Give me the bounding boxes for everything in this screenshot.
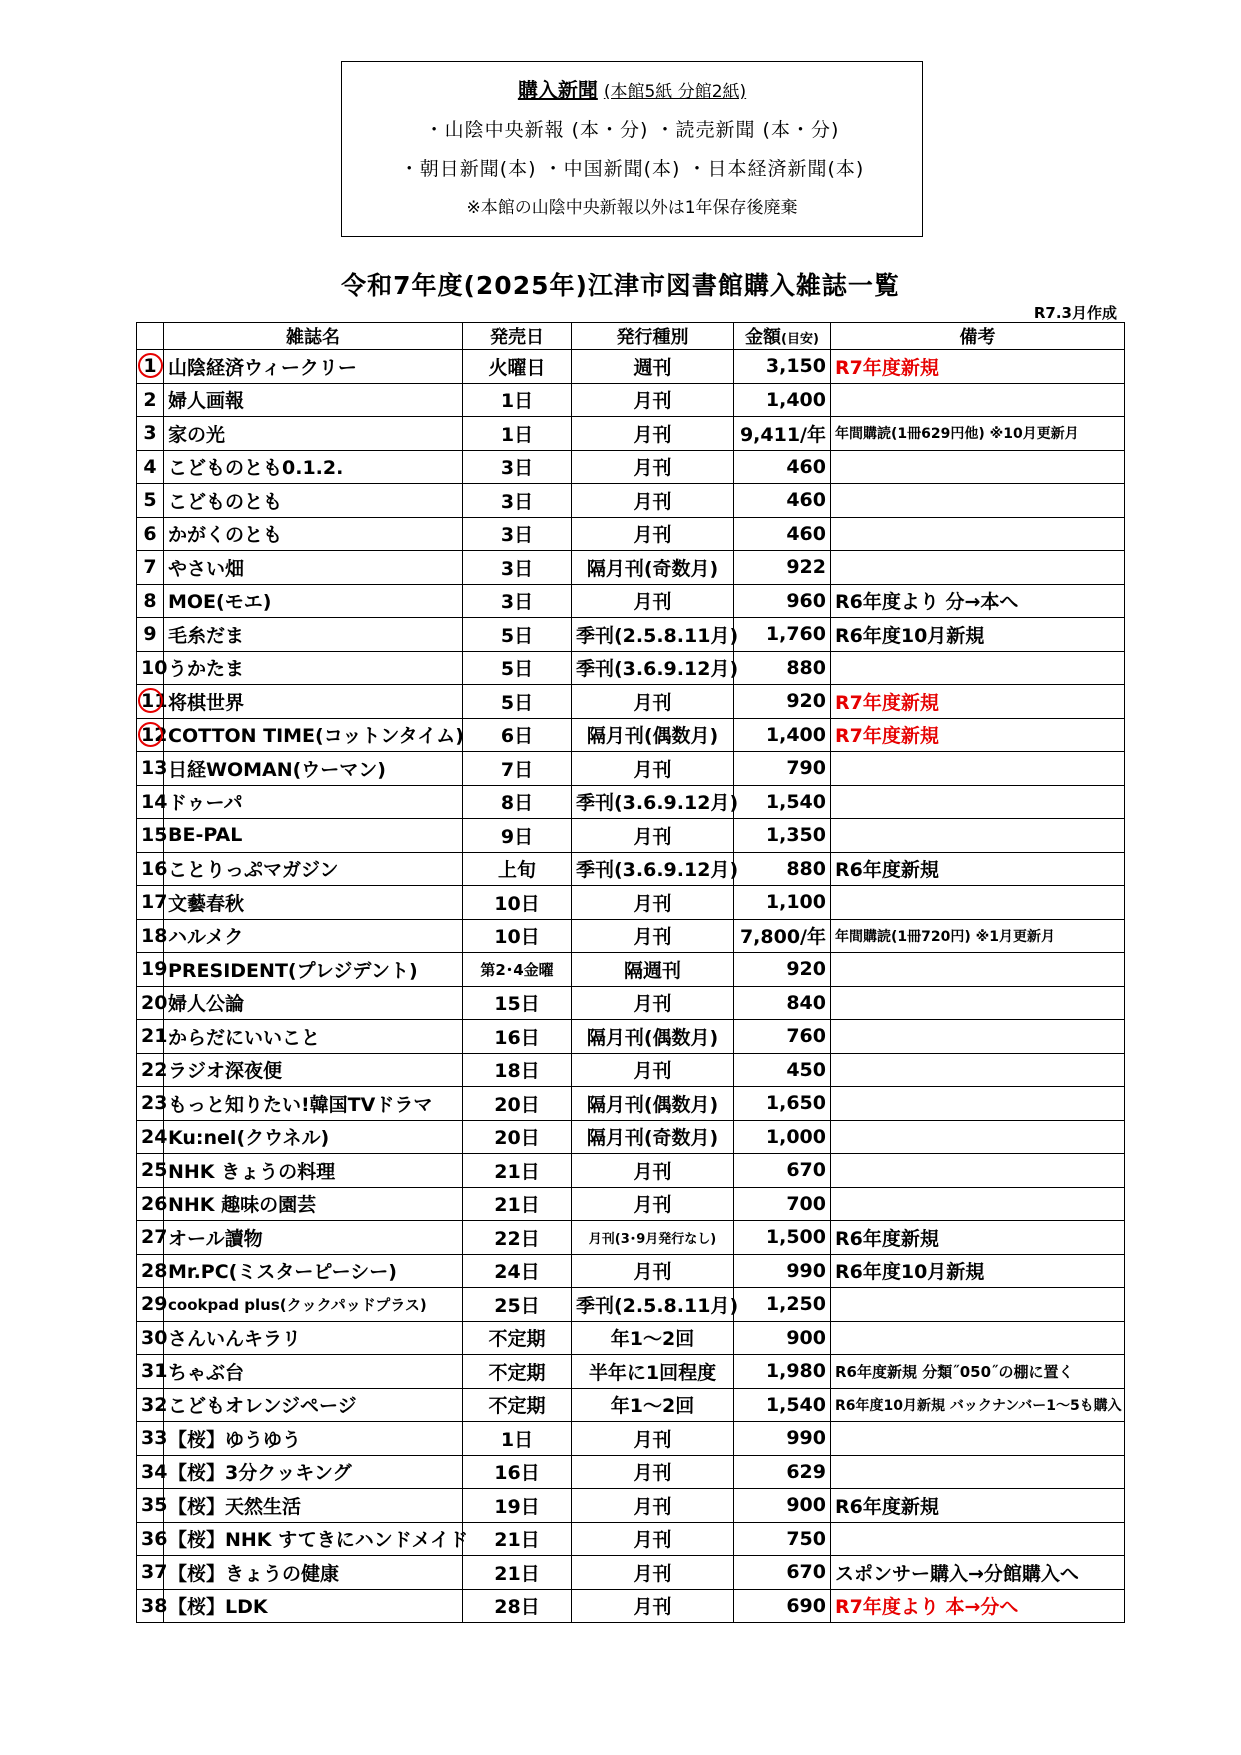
release-day: 5日 xyxy=(463,651,572,685)
newspapers-line-1: ・山陰中央新報 (本・分) ・読売新聞 (本・分) xyxy=(424,119,840,141)
table-row xyxy=(137,953,1125,987)
release-day: 6日 xyxy=(463,718,572,752)
row-number: 2 xyxy=(137,383,164,417)
release-day: 21日 xyxy=(463,1522,572,1556)
price: 670 xyxy=(734,1556,831,1590)
row-number: 32 xyxy=(137,1388,164,1422)
row-number: 27 xyxy=(137,1221,164,1255)
new-item-circle-mark xyxy=(138,353,163,378)
price: 840 xyxy=(734,986,831,1020)
table-row xyxy=(137,651,1125,685)
table-row xyxy=(137,551,1125,585)
remarks: R6年度新規 xyxy=(831,1489,1125,1523)
purchased-newspapers-box xyxy=(341,61,923,237)
price: 670 xyxy=(734,1154,831,1188)
remarks xyxy=(831,785,1125,819)
table-row xyxy=(137,450,1125,484)
price: 460 xyxy=(734,517,831,551)
issue-type: 月刊 xyxy=(572,383,734,417)
release-day: 19日 xyxy=(463,1489,572,1523)
release-day: 8日 xyxy=(463,785,572,819)
price: 1,500 xyxy=(734,1221,831,1255)
new-item-circle-mark xyxy=(138,688,163,713)
magazine-name: ラジオ深夜便 xyxy=(164,1053,463,1087)
issue-type: 月刊 xyxy=(572,484,734,518)
issue-type: 月刊 xyxy=(572,685,734,719)
issue-type: 月刊 xyxy=(572,417,734,451)
release-day: 火曜日 xyxy=(463,350,572,384)
issue-type: 月刊 xyxy=(572,1489,734,1523)
magazine-name: PRESIDENT(プレジデント) xyxy=(164,953,463,987)
release-day: 24日 xyxy=(463,1254,572,1288)
row-number: 16 xyxy=(137,852,164,886)
remarks xyxy=(831,752,1125,786)
price: 750 xyxy=(734,1522,831,1556)
release-day: 20日 xyxy=(463,1120,572,1154)
price: 880 xyxy=(734,651,831,685)
row-number: 37 xyxy=(137,1556,164,1590)
price: 1,400 xyxy=(734,718,831,752)
table-row xyxy=(137,517,1125,551)
table-row xyxy=(137,1020,1125,1054)
remarks xyxy=(831,1455,1125,1489)
release-day: 18日 xyxy=(463,1053,572,1087)
release-day: 第2･4金曜 xyxy=(463,953,572,987)
magazine-name: 婦人画報 xyxy=(164,383,463,417)
release-day: 28日 xyxy=(463,1589,572,1623)
magazine-name: 将棋世界 xyxy=(164,685,463,719)
price: 460 xyxy=(734,484,831,518)
release-day: 3日 xyxy=(463,551,572,585)
price: 7,800/年 xyxy=(734,919,831,953)
issue-type: 季刊(2.5.8.11月) xyxy=(572,1288,734,1322)
magazine-name: 文藝春秋 xyxy=(164,886,463,920)
newspapers-note: ※本館の山陰中央新報以外は1年保存後廃棄 xyxy=(466,198,798,218)
price: 922 xyxy=(734,551,831,585)
price: 700 xyxy=(734,1187,831,1221)
remarks: R6年度10月新規 xyxy=(831,1254,1125,1288)
header-kind: 発行種別 xyxy=(572,323,734,350)
release-day: 3日 xyxy=(463,484,572,518)
table-row xyxy=(137,1154,1125,1188)
issue-type: 月刊(3･9月発行なし) xyxy=(572,1221,734,1255)
new-item-circle-mark xyxy=(138,722,163,747)
release-day: 不定期 xyxy=(463,1388,572,1422)
table-row xyxy=(137,1053,1125,1087)
table-row xyxy=(137,417,1125,451)
header-price xyxy=(734,323,831,350)
release-day: 5日 xyxy=(463,618,572,652)
release-day: 9日 xyxy=(463,819,572,853)
issue-type: 季刊(3.6.9.12月) xyxy=(572,651,734,685)
row-number: 24 xyxy=(137,1120,164,1154)
release-day: 3日 xyxy=(463,584,572,618)
table-row xyxy=(137,1288,1125,1322)
issue-type: 月刊 xyxy=(572,919,734,953)
row-number: 22 xyxy=(137,1053,164,1087)
magazine-name: 【桜】NHK すてきにハンドメイド xyxy=(164,1522,463,1556)
issue-type: 半年に1回程度 xyxy=(572,1355,734,1389)
magazine-name: こどものとも0.1.2. xyxy=(164,450,463,484)
price: 450 xyxy=(734,1053,831,1087)
header-note: 備考 xyxy=(831,323,1125,350)
magazine-name: 【桜】3分クッキング xyxy=(164,1455,463,1489)
remarks xyxy=(831,1020,1125,1054)
row-number: 36 xyxy=(137,1522,164,1556)
remarks: R6年度新規 xyxy=(831,1221,1125,1255)
magazine-name: こどものとも xyxy=(164,484,463,518)
magazine-name: NHK きょうの料理 xyxy=(164,1154,463,1188)
table-row xyxy=(137,986,1125,1020)
table-row xyxy=(137,852,1125,886)
issue-type: 週刊 xyxy=(572,350,734,384)
remarks xyxy=(831,1120,1125,1154)
row-number: 29 xyxy=(137,1288,164,1322)
remarks: R6年度10月新規 xyxy=(831,618,1125,652)
created-date: R7.3月作成 xyxy=(1033,304,1117,322)
row-number: 30 xyxy=(137,1321,164,1355)
price: 1,000 xyxy=(734,1120,831,1154)
remarks xyxy=(831,886,1125,920)
magazine-name: 【桜】天然生活 xyxy=(164,1489,463,1523)
row-number: 12 xyxy=(137,718,164,752)
remarks xyxy=(831,1053,1125,1087)
row-number: 7 xyxy=(137,551,164,585)
issue-type: 隔月刊(偶数月) xyxy=(572,718,734,752)
remarks: R7年度新規 xyxy=(831,718,1125,752)
issue-type: 月刊 xyxy=(572,819,734,853)
issue-type: 隔月刊(偶数月) xyxy=(572,1087,734,1121)
remarks: R6年度より 分→本へ xyxy=(831,584,1125,618)
row-number: 38 xyxy=(137,1589,164,1623)
price: 1,100 xyxy=(734,886,831,920)
magazine-name: COTTON TIME(コットンタイム) xyxy=(164,718,463,752)
table-row xyxy=(137,1355,1125,1389)
price: 1,760 xyxy=(734,618,831,652)
row-number: 3 xyxy=(137,417,164,451)
release-day: 1日 xyxy=(463,383,572,417)
newspapers-heading xyxy=(342,74,922,103)
release-day: 15日 xyxy=(463,986,572,1020)
row-number: 34 xyxy=(137,1455,164,1489)
row-number: 10 xyxy=(137,651,164,685)
table-row xyxy=(137,618,1125,652)
magazine-name: ドゥーパ xyxy=(164,785,463,819)
magazine-name: からだにいいこと xyxy=(164,1020,463,1054)
price: 9,411/年 xyxy=(734,417,831,451)
table-row xyxy=(137,1221,1125,1255)
table-row xyxy=(137,1087,1125,1121)
release-day: 不定期 xyxy=(463,1321,572,1355)
magazine-name: ちゃぶ台 xyxy=(164,1355,463,1389)
issue-type: 月刊 xyxy=(572,1522,734,1556)
newspapers-subtitle: (本館5紙 分館2紙) xyxy=(603,82,747,102)
release-day: 10日 xyxy=(463,919,572,953)
row-number: 25 xyxy=(137,1154,164,1188)
row-number: 31 xyxy=(137,1355,164,1389)
remarks: R7年度より 本→分へ xyxy=(831,1589,1125,1623)
remarks xyxy=(831,517,1125,551)
table-row xyxy=(137,752,1125,786)
release-day: 20日 xyxy=(463,1087,572,1121)
release-day: 3日 xyxy=(463,450,572,484)
table-row xyxy=(137,718,1125,752)
magazine-name: ハルメク xyxy=(164,919,463,953)
remarks xyxy=(831,651,1125,685)
magazine-name: NHK 趣味の園芸 xyxy=(164,1187,463,1221)
table-row xyxy=(137,785,1125,819)
issue-type: 月刊 xyxy=(572,1254,734,1288)
price: 1,980 xyxy=(734,1355,831,1389)
release-day: 21日 xyxy=(463,1154,572,1188)
price: 629 xyxy=(734,1455,831,1489)
issue-type: 月刊 xyxy=(572,450,734,484)
remarks xyxy=(831,1321,1125,1355)
release-day: 不定期 xyxy=(463,1355,572,1389)
row-number: 18 xyxy=(137,919,164,953)
release-day: 16日 xyxy=(463,1455,572,1489)
price: 960 xyxy=(734,584,831,618)
issue-type: 月刊 xyxy=(572,517,734,551)
price: 1,540 xyxy=(734,1388,831,1422)
issue-type: 隔週刊 xyxy=(572,953,734,987)
issue-type: 季刊(2.5.8.11月) xyxy=(572,618,734,652)
remarks xyxy=(831,1422,1125,1456)
issue-type: 月刊 xyxy=(572,1556,734,1590)
table-row xyxy=(137,1556,1125,1590)
table-row xyxy=(137,919,1125,953)
remarks: R7年度新規 xyxy=(831,350,1125,384)
header-day: 発売日 xyxy=(463,323,572,350)
row-number: 5 xyxy=(137,484,164,518)
row-number: 15 xyxy=(137,819,164,853)
remarks: R7年度新規 xyxy=(831,685,1125,719)
price: 460 xyxy=(734,450,831,484)
price: 1,650 xyxy=(734,1087,831,1121)
page-title: 令和7年度(2025年)江津市図書館購入雑誌一覧 xyxy=(341,271,900,300)
price: 1,250 xyxy=(734,1288,831,1322)
issue-type: 月刊 xyxy=(572,886,734,920)
table-row xyxy=(137,886,1125,920)
magazine-name: 【桜】ゆうゆう xyxy=(164,1422,463,1456)
row-number: 23 xyxy=(137,1087,164,1121)
table-row xyxy=(137,1489,1125,1523)
magazine-name: MOE(モエ) xyxy=(164,584,463,618)
row-number: 6 xyxy=(137,517,164,551)
row-number: 8 xyxy=(137,584,164,618)
price: 990 xyxy=(734,1254,831,1288)
magazine-name: オール讀物 xyxy=(164,1221,463,1255)
row-number: 4 xyxy=(137,450,164,484)
magazine-name: さんいんキラリ xyxy=(164,1321,463,1355)
price: 760 xyxy=(734,1020,831,1054)
issue-type: 月刊 xyxy=(572,1154,734,1188)
issue-type: 隔月刊(偶数月) xyxy=(572,1020,734,1054)
release-day: 上旬 xyxy=(463,852,572,886)
release-day: 22日 xyxy=(463,1221,572,1255)
magazine-name: Ku:nel(クウネル) xyxy=(164,1120,463,1154)
magazine-name: 【桜】きょうの健康 xyxy=(164,1556,463,1590)
release-day: 3日 xyxy=(463,517,572,551)
remarks xyxy=(831,953,1125,987)
remarks xyxy=(831,484,1125,518)
release-day: 21日 xyxy=(463,1556,572,1590)
magazine-name: やさい畑 xyxy=(164,551,463,585)
table-row xyxy=(137,1388,1125,1422)
issue-type: 年1～2回 xyxy=(572,1388,734,1422)
row-number: 17 xyxy=(137,886,164,920)
issue-type: 季刊(3.6.9.12月) xyxy=(572,785,734,819)
price: 920 xyxy=(734,685,831,719)
magazine-table xyxy=(136,322,1125,1623)
table-row xyxy=(137,350,1125,384)
issue-type: 月刊 xyxy=(572,1053,734,1087)
remarks xyxy=(831,1154,1125,1188)
table-header-row xyxy=(137,323,1125,350)
magazine-name: cookpad plus(クックパッドプラス) xyxy=(164,1288,463,1322)
header-no xyxy=(137,323,164,350)
row-number: 26 xyxy=(137,1187,164,1221)
table-row xyxy=(137,1187,1125,1221)
price: 920 xyxy=(734,953,831,987)
price: 900 xyxy=(734,1489,831,1523)
table-row xyxy=(137,1321,1125,1355)
table-row xyxy=(137,584,1125,618)
remarks xyxy=(831,450,1125,484)
price: 3,150 xyxy=(734,350,831,384)
issue-type: 月刊 xyxy=(572,1455,734,1489)
issue-type: 月刊 xyxy=(572,1187,734,1221)
row-number: 33 xyxy=(137,1422,164,1456)
price: 900 xyxy=(734,1321,831,1355)
magazine-name: 毛糸だま xyxy=(164,618,463,652)
magazine-name: 【桜】LDK xyxy=(164,1589,463,1623)
row-number: 1 xyxy=(137,350,164,384)
table-row xyxy=(137,819,1125,853)
release-day: 1日 xyxy=(463,417,572,451)
remarks: 年間購読(1冊720円) ※1月更新月 xyxy=(831,919,1125,953)
table-row xyxy=(137,1120,1125,1154)
issue-type: 月刊 xyxy=(572,986,734,1020)
price: 690 xyxy=(734,1589,831,1623)
magazine-name: もっと知りたい!韓国TVドラマ xyxy=(164,1087,463,1121)
remarks xyxy=(831,986,1125,1020)
remarks xyxy=(831,1288,1125,1322)
issue-type: 月刊 xyxy=(572,1422,734,1456)
release-day: 16日 xyxy=(463,1020,572,1054)
remarks: R6年度10月新規 バックナンバー1～5も購入 xyxy=(831,1388,1125,1422)
table-row xyxy=(137,1254,1125,1288)
remarks: スポンサー購入→分館購入へ xyxy=(831,1556,1125,1590)
release-day: 5日 xyxy=(463,685,572,719)
remarks xyxy=(831,383,1125,417)
magazine-name: うかたま xyxy=(164,651,463,685)
release-day: 21日 xyxy=(463,1187,572,1221)
table-row xyxy=(137,1422,1125,1456)
price: 990 xyxy=(734,1422,831,1456)
magazine-name: こどもオレンジページ xyxy=(164,1388,463,1422)
issue-type: 年1～2回 xyxy=(572,1321,734,1355)
newspapers-title: 購入新聞 xyxy=(517,78,598,102)
magazine-name: ことりっぷマガジン xyxy=(164,852,463,886)
magazine-name: 婦人公論 xyxy=(164,986,463,1020)
issue-type: 隔月刊(奇数月) xyxy=(572,1120,734,1154)
row-number: 20 xyxy=(137,986,164,1020)
row-number: 14 xyxy=(137,785,164,819)
remarks xyxy=(831,819,1125,853)
row-number: 21 xyxy=(137,1020,164,1054)
price: 790 xyxy=(734,752,831,786)
magazine-name: Mr.PC(ミスターピーシー) xyxy=(164,1254,463,1288)
magazine-name: BE-PAL xyxy=(164,819,463,853)
table-row xyxy=(137,685,1125,719)
row-number: 28 xyxy=(137,1254,164,1288)
price: 1,400 xyxy=(734,383,831,417)
table-row xyxy=(137,1522,1125,1556)
magazine-name: 山陰経済ウィークリー xyxy=(164,350,463,384)
row-number: 13 xyxy=(137,752,164,786)
remarks xyxy=(831,1187,1125,1221)
remarks xyxy=(831,1522,1125,1556)
issue-type: 月刊 xyxy=(572,1589,734,1623)
magazine-name: かがくのとも xyxy=(164,517,463,551)
header-price-note: (目安) xyxy=(781,332,819,347)
header-name: 雑誌名 xyxy=(164,323,463,350)
remarks: 年間購読(1冊629円他) ※10月更新月 xyxy=(831,417,1125,451)
price: 1,540 xyxy=(734,785,831,819)
release-day: 25日 xyxy=(463,1288,572,1322)
newspapers-line-2: ・朝日新聞(本) ・中国新聞(本) ・日本経済新聞(本) xyxy=(399,158,865,180)
magazine-name: 日経WOMAN(ウーマン) xyxy=(164,752,463,786)
magazine-name: 家の光 xyxy=(164,417,463,451)
table-row xyxy=(137,383,1125,417)
row-number: 35 xyxy=(137,1489,164,1523)
header-price-label: 金額 xyxy=(745,327,782,348)
table-row xyxy=(137,484,1125,518)
price: 880 xyxy=(734,852,831,886)
release-day: 1日 xyxy=(463,1422,572,1456)
row-number: 11 xyxy=(137,685,164,719)
issue-type: 月刊 xyxy=(572,584,734,618)
price: 1,350 xyxy=(734,819,831,853)
remarks: R6年度新規 分類˝050˝の棚に置く xyxy=(831,1355,1125,1389)
row-number: 19 xyxy=(137,953,164,987)
remarks xyxy=(831,551,1125,585)
issue-type: 季刊(3.6.9.12月) xyxy=(572,852,734,886)
release-day: 7日 xyxy=(463,752,572,786)
release-day: 10日 xyxy=(463,886,572,920)
issue-type: 月刊 xyxy=(572,752,734,786)
remarks xyxy=(831,1087,1125,1121)
table-row xyxy=(137,1589,1125,1623)
issue-type: 隔月刊(奇数月) xyxy=(572,551,734,585)
row-number: 9 xyxy=(137,618,164,652)
table-row xyxy=(137,1455,1125,1489)
remarks: R6年度新規 xyxy=(831,852,1125,886)
